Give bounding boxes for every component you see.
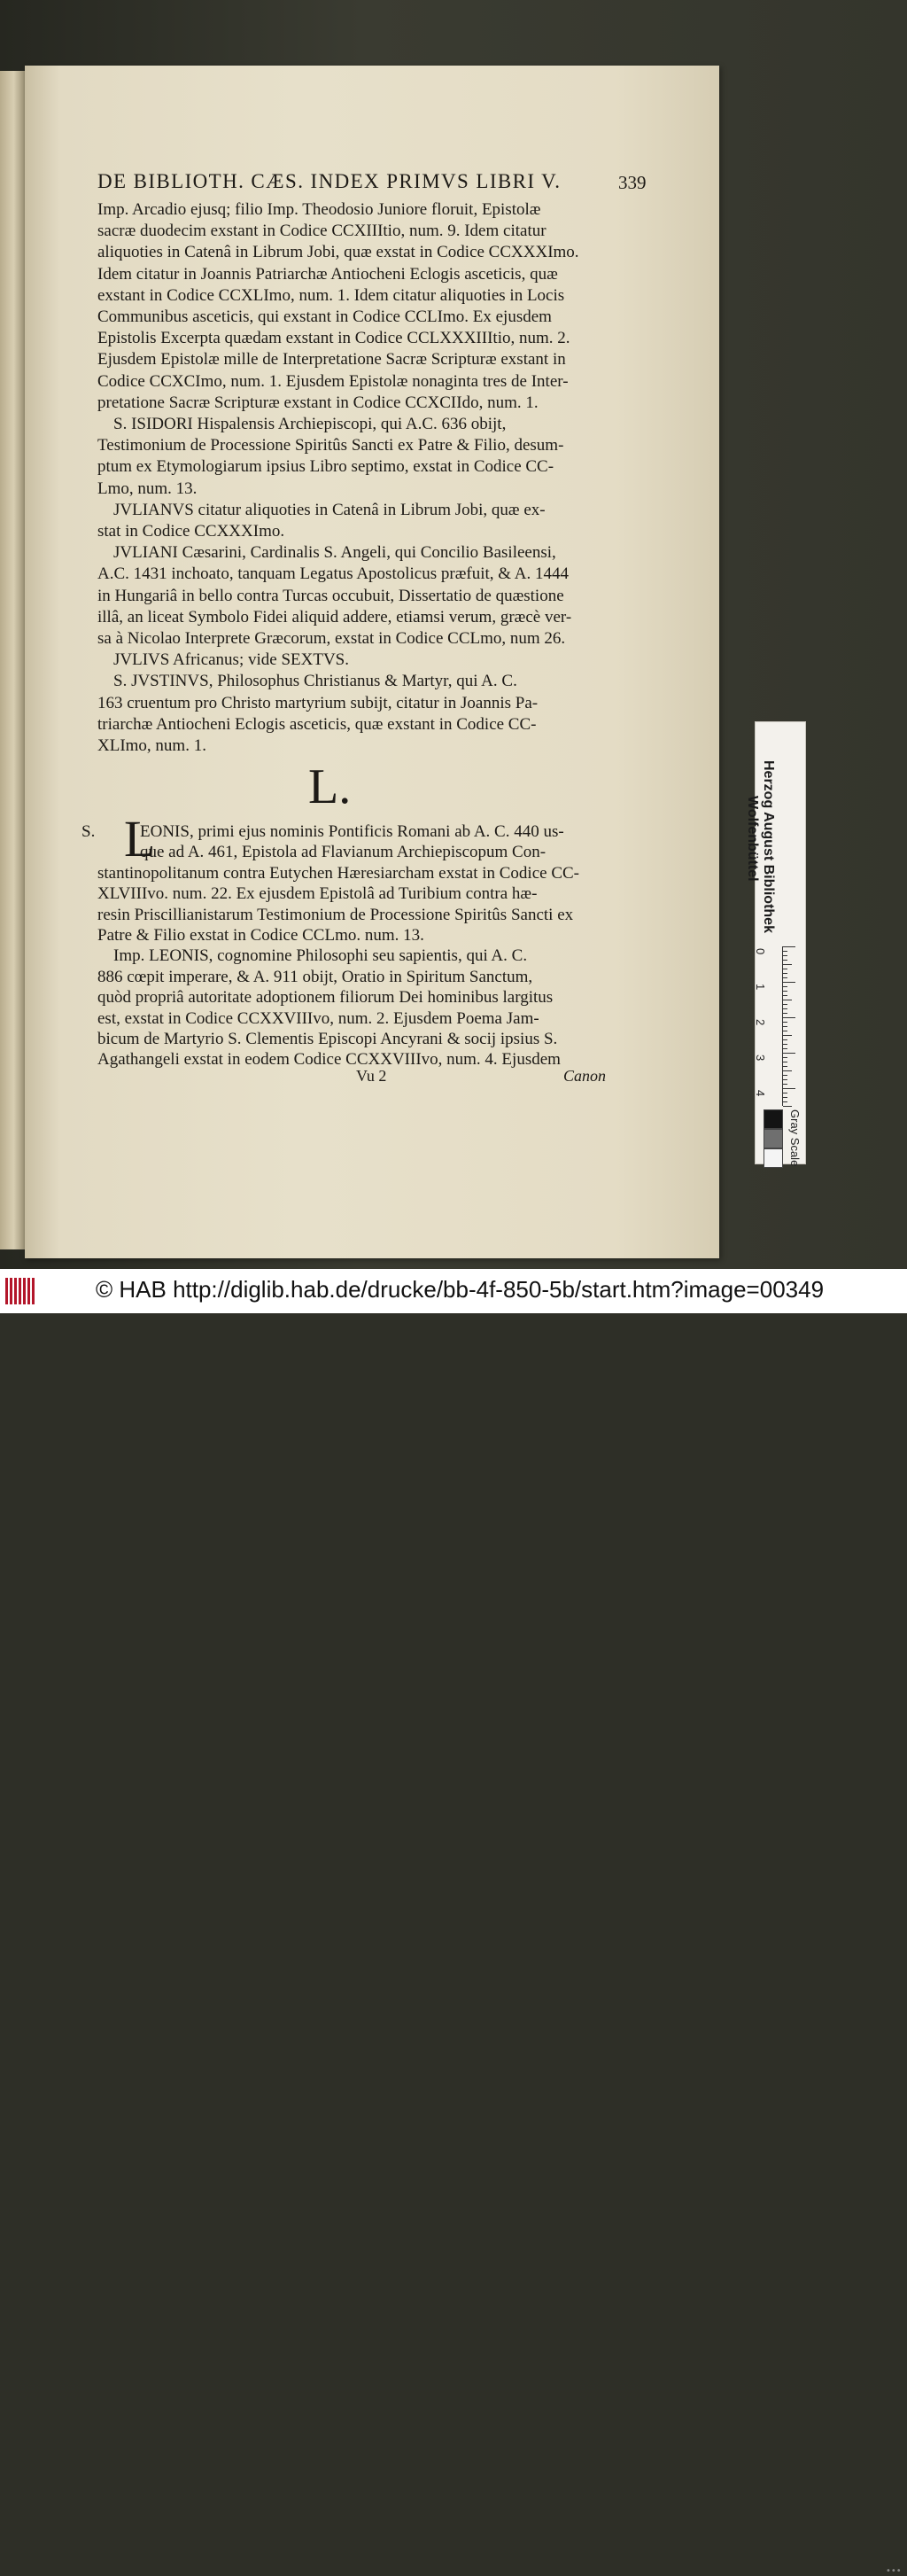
ruler-tick (783, 1084, 787, 1085)
text-line: illâ, an liceat Symbolo Fidei aliquid addere, etiamsi verum, græcè ver- (97, 607, 572, 626)
ruler-tick (783, 1008, 787, 1009)
ruler-tick (783, 1053, 795, 1054)
text-line: ptum ex Etymologiarum ipsius Libro septimo, exstat in Codice CC- (97, 457, 554, 477)
text-line: Communibus asceticis, qui exstant in Codice CCLImo. Ex ejusdem (97, 307, 552, 326)
dropcap-prefix: S. (81, 822, 96, 841)
ruler-tick (783, 1035, 792, 1036)
text-line: pretatione Sacræ Scripturæ exstant in Codice CCXCIIdo, num. 1. (97, 393, 539, 412)
text-line: aliquoties in Catenâ in Librum Jobi, quæ exstat in Codice CCXXXImo. (97, 243, 579, 262)
ruler-tick (783, 960, 787, 961)
gray-patch-white (764, 1148, 783, 1168)
ruler-tick (783, 1039, 787, 1040)
gray-patch-black (764, 1109, 783, 1129)
gray-scale-label: Gray Scale (788, 1109, 802, 1167)
ruler-tick (783, 1004, 787, 1005)
text-line: triarchæ Antiocheni Eclogis asceticis, quæ exstant in Codice CC- (97, 714, 537, 734)
running-title: DE BIBLIOTH. CÆS. INDEX PRIMVS LIBRI V. (97, 170, 562, 192)
ruler-tick (783, 1017, 795, 1018)
text-line: Ejusdem Epistolæ mille de Interpretatione Sacræ Scripturæ exstant in (97, 350, 566, 370)
ruler-number: 3 (754, 1055, 767, 1062)
scale-label-library: Herzog August Bibliothek (761, 760, 776, 933)
text-line: 886 cœpit imperare, & A. 911 obijt, Oratio in Spiritum Sanctum, (97, 967, 533, 986)
ruler-tick (783, 973, 787, 974)
ruler-tick (783, 946, 795, 947)
copyright-url[interactable]: © HAB http://diglib.hab.de/drucke/bb-4f-850-5b/start.htm?image=00349 (96, 1276, 825, 1303)
ruler-number: 0 (754, 948, 767, 955)
hab-logo-icon (5, 1278, 35, 1304)
ruler (782, 946, 797, 1106)
footer-bar (0, 1269, 907, 2576)
ruler-tick (783, 1057, 787, 1058)
ruler-tick (783, 1101, 787, 1102)
text-line: XLImo, num. 1. (97, 736, 206, 755)
text-line: JVLIVS Africanus; vide SEXTVS. (113, 650, 349, 670)
gray-patch-mid (764, 1129, 783, 1148)
text-line: stantinopolitanum contra Eutychen Hæresiarcham exstat in Codice CC- (97, 863, 580, 883)
text-line: Imp. Arcadio ejusq; filio Imp. Theodosio Juniore floruit, Epistolæ (97, 200, 541, 219)
text-line: in Hungariâ in bello contra Turcas occubuit, Dissertatio de quæstione (97, 586, 564, 605)
text-line: Codice CCXCImo, num. 1. Ejusdem Epistolæ nonaginta tres de Inter- (97, 371, 569, 391)
ruler-tick (783, 964, 792, 965)
scan-background (0, 0, 907, 1269)
ruler-tick (783, 1048, 787, 1049)
ruler-tick (783, 991, 787, 992)
text-line: quòd propriâ autoritate adoptionem filiorum Dei hominibus largitus (97, 988, 554, 1008)
text-line: 163 cruentum pro Christo martyrium subijt, citatur in Joannis Pa- (97, 693, 539, 712)
scale-label-city: Wolfenbüttel (745, 796, 760, 882)
text-line: A.C. 1431 inchoato, tanquam Legatus Apostolicus præfuit, & A. 1444 (97, 564, 569, 584)
signature-mark: Vu 2 (356, 1067, 387, 1085)
ruler-tick (783, 1075, 787, 1076)
text-line: stat in Codice CCXXXImo. (97, 522, 285, 541)
text-line: Lmo, num. 13. (97, 479, 198, 498)
dropcap-letter: L (124, 810, 156, 868)
text-line: sa à Nicolao Interprete Græcorum, exstat in Codice CCLmo, num 26. (97, 629, 566, 648)
text-line: Patre & Filio exstat in Codice CCLmo. num. 13. (97, 926, 424, 945)
text-line: est, exstat in Codice CCXXVIIIvo, num. 2. Ejusdem Poema Jam- (97, 1008, 539, 1028)
ruler-tick (783, 1013, 787, 1014)
text-line: Epistolis Excerpta quædam exstant in Codice CCLXXXIIItio, num. 2. (97, 329, 570, 348)
ruler-tick (783, 1022, 787, 1023)
text-line: que ad A. 461, Epistola ad Flavianum Archiepiscopum Con- (140, 843, 547, 862)
catchword: Canon (563, 1067, 607, 1085)
text-line: JVLIANVS citatur aliquoties in Catenâ in Librum Jobi, quæ ex- (113, 500, 546, 519)
facing-page-edge (0, 71, 25, 1249)
ruler-tick (783, 986, 787, 987)
ruler-tick (783, 982, 795, 983)
menu-dots-icon: ••• (886, 2566, 902, 2576)
ruler-tick (783, 977, 787, 978)
text-line: XLVIIIvo. num. 22. Ex ejusdem Epistolâ ad Turibium contra hæ- (97, 884, 538, 904)
ruler-number: 2 (754, 1019, 767, 1026)
ruler-tick (783, 1106, 792, 1107)
section-heading: L. (308, 759, 352, 814)
ruler-number: 4 (754, 1090, 767, 1097)
text-line: EONIS, primi ejus nominis Pontificis Romani ab A. C. 440 us- (140, 822, 564, 841)
text-line: S. ISIDORI Hispalensis Archiepiscopi, qui A.C. 636 obijt, (113, 415, 507, 433)
ruler-tick (783, 1097, 787, 1098)
ruler-tick (783, 1044, 787, 1045)
text-line: Agathangeli exstat in eodem Codice CCXXVIIIvo, num. 4. Ejusdem (97, 1050, 561, 1070)
ruler-tick (783, 1026, 787, 1027)
text-line: exstant in Codice CCXLImo, num. 1. Idem citatur aliquoties in Locis (97, 285, 565, 305)
text-line: Imp. LEONIS, cognomine Philosophi seu sapientis, qui A. C. (113, 946, 528, 966)
page-number: 339 (618, 172, 647, 193)
ruler-tick (783, 1070, 792, 1071)
ruler-tick (783, 955, 787, 956)
ruler-tick (783, 1079, 787, 1080)
book-page (25, 66, 719, 1258)
ruler-tick (783, 951, 787, 952)
text-line: bicum de Martyrio S. Clementis Episcopi Ancyrani & socij ipsius S. (97, 1030, 558, 1048)
ruler-tick (783, 995, 787, 996)
running-head (97, 170, 647, 197)
ruler-tick (783, 1088, 795, 1089)
text-line: S. JVSTINVS, Philosophus Christianus & Martyr, qui A. C. (113, 672, 517, 691)
text-line: resin Priscillianistarum Testimonium de Processione Spiritûs Sancti ex (97, 905, 574, 924)
text-line: Testimonium de Processione Spiritûs Sancti ex Patre & Filio, desum- (97, 436, 564, 455)
ruler-tick (783, 1066, 787, 1067)
text-line: Idem citatur in Joannis Patriarchæ Antiocheni Eclogis asceticis, quæ (97, 264, 558, 284)
text-line: sacræ duodecim exstant in Codice CCXIIItio, num. 9. Idem citatur (97, 222, 547, 241)
ruler-number: 1 (754, 984, 767, 991)
text-line: JVLIANI Cæsarini, Cardinalis S. Angeli, qui Concilio Basileensi, (113, 543, 556, 563)
